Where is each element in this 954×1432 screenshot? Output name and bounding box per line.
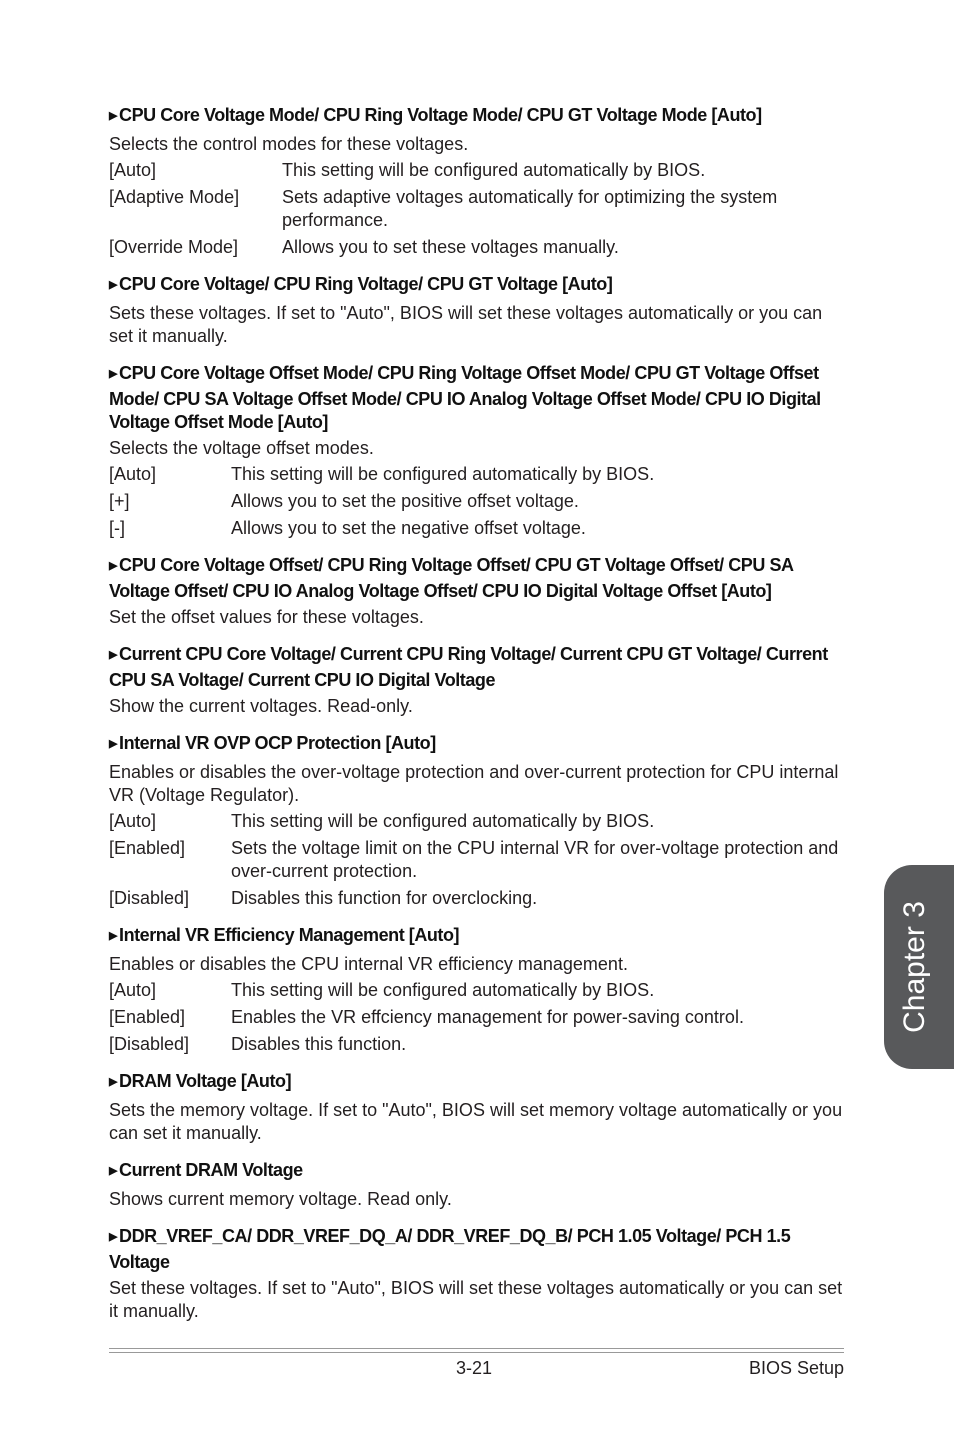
option-key: [Disabled] (109, 1034, 190, 1054)
option-row (109, 837, 845, 883)
section-description: Sets the memory voltage. If set to "Auto", BIOS will set memory voltage automatically or you can set it manually. (109, 1100, 843, 1143)
section-description: Enables or disables the over-voltage protection and over-current protection for CPU internal VR (Voltage Regulator). (109, 762, 839, 805)
option-value: Disables this function. (231, 1034, 407, 1054)
page-number: 3-21 (456, 1358, 493, 1378)
option-key: [-] (109, 518, 125, 538)
section-description: Selects the voltage offset modes. (109, 438, 374, 458)
footer-title: BIOS Setup (748, 1358, 844, 1378)
triangle-right-icon: ▶ (109, 368, 118, 380)
section-description: Enables or disables the CPU internal VR efficiency management. (109, 954, 628, 974)
option-row (109, 810, 845, 833)
option-value: This setting will be configured automatically by BIOS. (231, 464, 655, 484)
chapter-tab (884, 865, 954, 1069)
option-row (109, 463, 845, 486)
section-description: Set the offset values for these voltages. (109, 607, 424, 627)
option-value: Sets the voltage limit on the CPU internal VR for over-voltage protection and over-current protection. (231, 838, 839, 881)
option-row (109, 159, 845, 182)
section-heading: ▶ DRAM Voltage [Auto] (109, 1071, 292, 1091)
section-heading: ▶ CPU Core Voltage Mode/ CPU Ring Voltage Mode/ CPU GT Voltage Mode [Auto] (109, 105, 762, 125)
option-key: [Auto] (109, 464, 157, 484)
section-offset-values (109, 554, 845, 629)
section-heading: ▶ CPU Core Voltage/ CPU Ring Voltage/ CPU GT Voltage [Auto] (109, 274, 613, 294)
document-body (109, 104, 845, 1337)
section-heading: ▶ Current DRAM Voltage (109, 1160, 303, 1180)
section-ovp-ocp (109, 732, 845, 910)
section-heading: ▶ CPU Core Voltage Offset/ CPU Ring Voltage Offset/ CPU GT Voltage Offset/ CPU SA Voltage Offset/ CPU IO Analog Voltage Offset/ CPU IO Digital Voltage Offset [Auto] (109, 555, 793, 601)
section-description: Shows current memory voltage. Read only. (109, 1189, 452, 1209)
section-heading: ▶ DDR_VREF_CA/ DDR_VREF_DQ_A/ DDR_VREF_DQ_B/ PCH 1.05 Voltage/ PCH 1.5 Voltage (109, 1226, 791, 1272)
option-key: [Override Mode] (109, 237, 239, 257)
triangle-right-icon: ▶ (109, 110, 118, 122)
triangle-right-icon: ▶ (109, 1076, 118, 1088)
option-row (109, 1006, 845, 1029)
section-cpu-voltage (109, 273, 845, 348)
option-row (109, 186, 845, 232)
option-key: [Disabled] (109, 888, 190, 908)
option-key: [Auto] (109, 811, 157, 831)
option-value: Allows you to set the positive offset voltage. (231, 491, 579, 511)
option-key: [Auto] (109, 160, 157, 180)
option-row (109, 517, 845, 540)
option-value: Enables the VR effciency management for power-saving control. (231, 1007, 744, 1027)
option-key: [Adaptive Mode] (109, 187, 240, 207)
section-heading: ▶ Internal VR OVP OCP Protection [Auto] (109, 733, 436, 753)
option-row (109, 887, 845, 910)
triangle-right-icon: ▶ (109, 738, 118, 750)
option-value: Sets adaptive voltages automatically for optimizing the system performance. (282, 187, 778, 230)
option-row (109, 979, 845, 1002)
section-vr-efficiency (109, 924, 845, 1056)
triangle-right-icon: ▶ (109, 560, 118, 572)
section-heading: ▶ Internal VR Efficiency Management [Auto] (109, 925, 460, 945)
section-description: Set these voltages. If set to "Auto", BIOS will set these voltages automatically or you can set it manually. (109, 1278, 843, 1321)
option-value: This setting will be configured automatically by BIOS. (231, 811, 655, 831)
triangle-right-icon: ▶ (109, 279, 118, 291)
option-value: This setting will be configured automatically by BIOS. (282, 160, 706, 180)
section-ddr-vref (109, 1225, 845, 1323)
option-row (109, 490, 845, 513)
option-key: [Enabled] (109, 1007, 186, 1027)
option-row (109, 1033, 845, 1056)
section-heading: ▶ CPU Core Voltage Offset Mode/ CPU Ring Voltage Offset Mode/ CPU GT Voltage Offset Mode/ CPU SA Voltage Offset Mode/ CPU IO Analog Voltage Offset Mode/ CPU IO Digital Voltage Offset Mode [Auto] (109, 363, 821, 432)
section-description: Show the current voltages. Read-only. (109, 696, 413, 716)
triangle-right-icon: ▶ (109, 930, 118, 942)
option-value: Allows you to set these voltages manually. (282, 237, 619, 257)
section-cpu-voltage-mode (109, 104, 845, 259)
section-current-voltages (109, 643, 845, 718)
section-description: Sets these voltages. If set to "Auto", BIOS will set these voltages automatically or you can set it manually. (109, 303, 823, 346)
option-value: Disables this function for overclocking. (231, 888, 538, 908)
section-description: Selects the control modes for these voltages. (109, 134, 469, 154)
triangle-right-icon: ▶ (109, 1231, 118, 1243)
section-heading: ▶ Current CPU Core Voltage/ Current CPU Ring Voltage/ Current CPU GT Voltage/ Current CPU SA Voltage/ Current CPU IO Digital Voltage (109, 644, 828, 690)
chapter-tab-label: Chapter 3 (898, 901, 931, 1033)
option-value: Allows you to set the negative offset voltage. (231, 518, 586, 538)
option-value: This setting will be configured automatically by BIOS. (231, 980, 655, 1000)
option-key: [Auto] (109, 980, 157, 1000)
triangle-right-icon: ▶ (109, 1165, 118, 1177)
option-row (109, 236, 845, 259)
triangle-right-icon: ▶ (109, 649, 118, 661)
section-dram-voltage (109, 1070, 845, 1145)
section-current-dram-voltage (109, 1159, 845, 1211)
option-key: [+] (109, 491, 130, 511)
section-offset-mode (109, 362, 845, 540)
footer-divider (109, 1348, 844, 1353)
option-key: [Enabled] (109, 838, 186, 858)
